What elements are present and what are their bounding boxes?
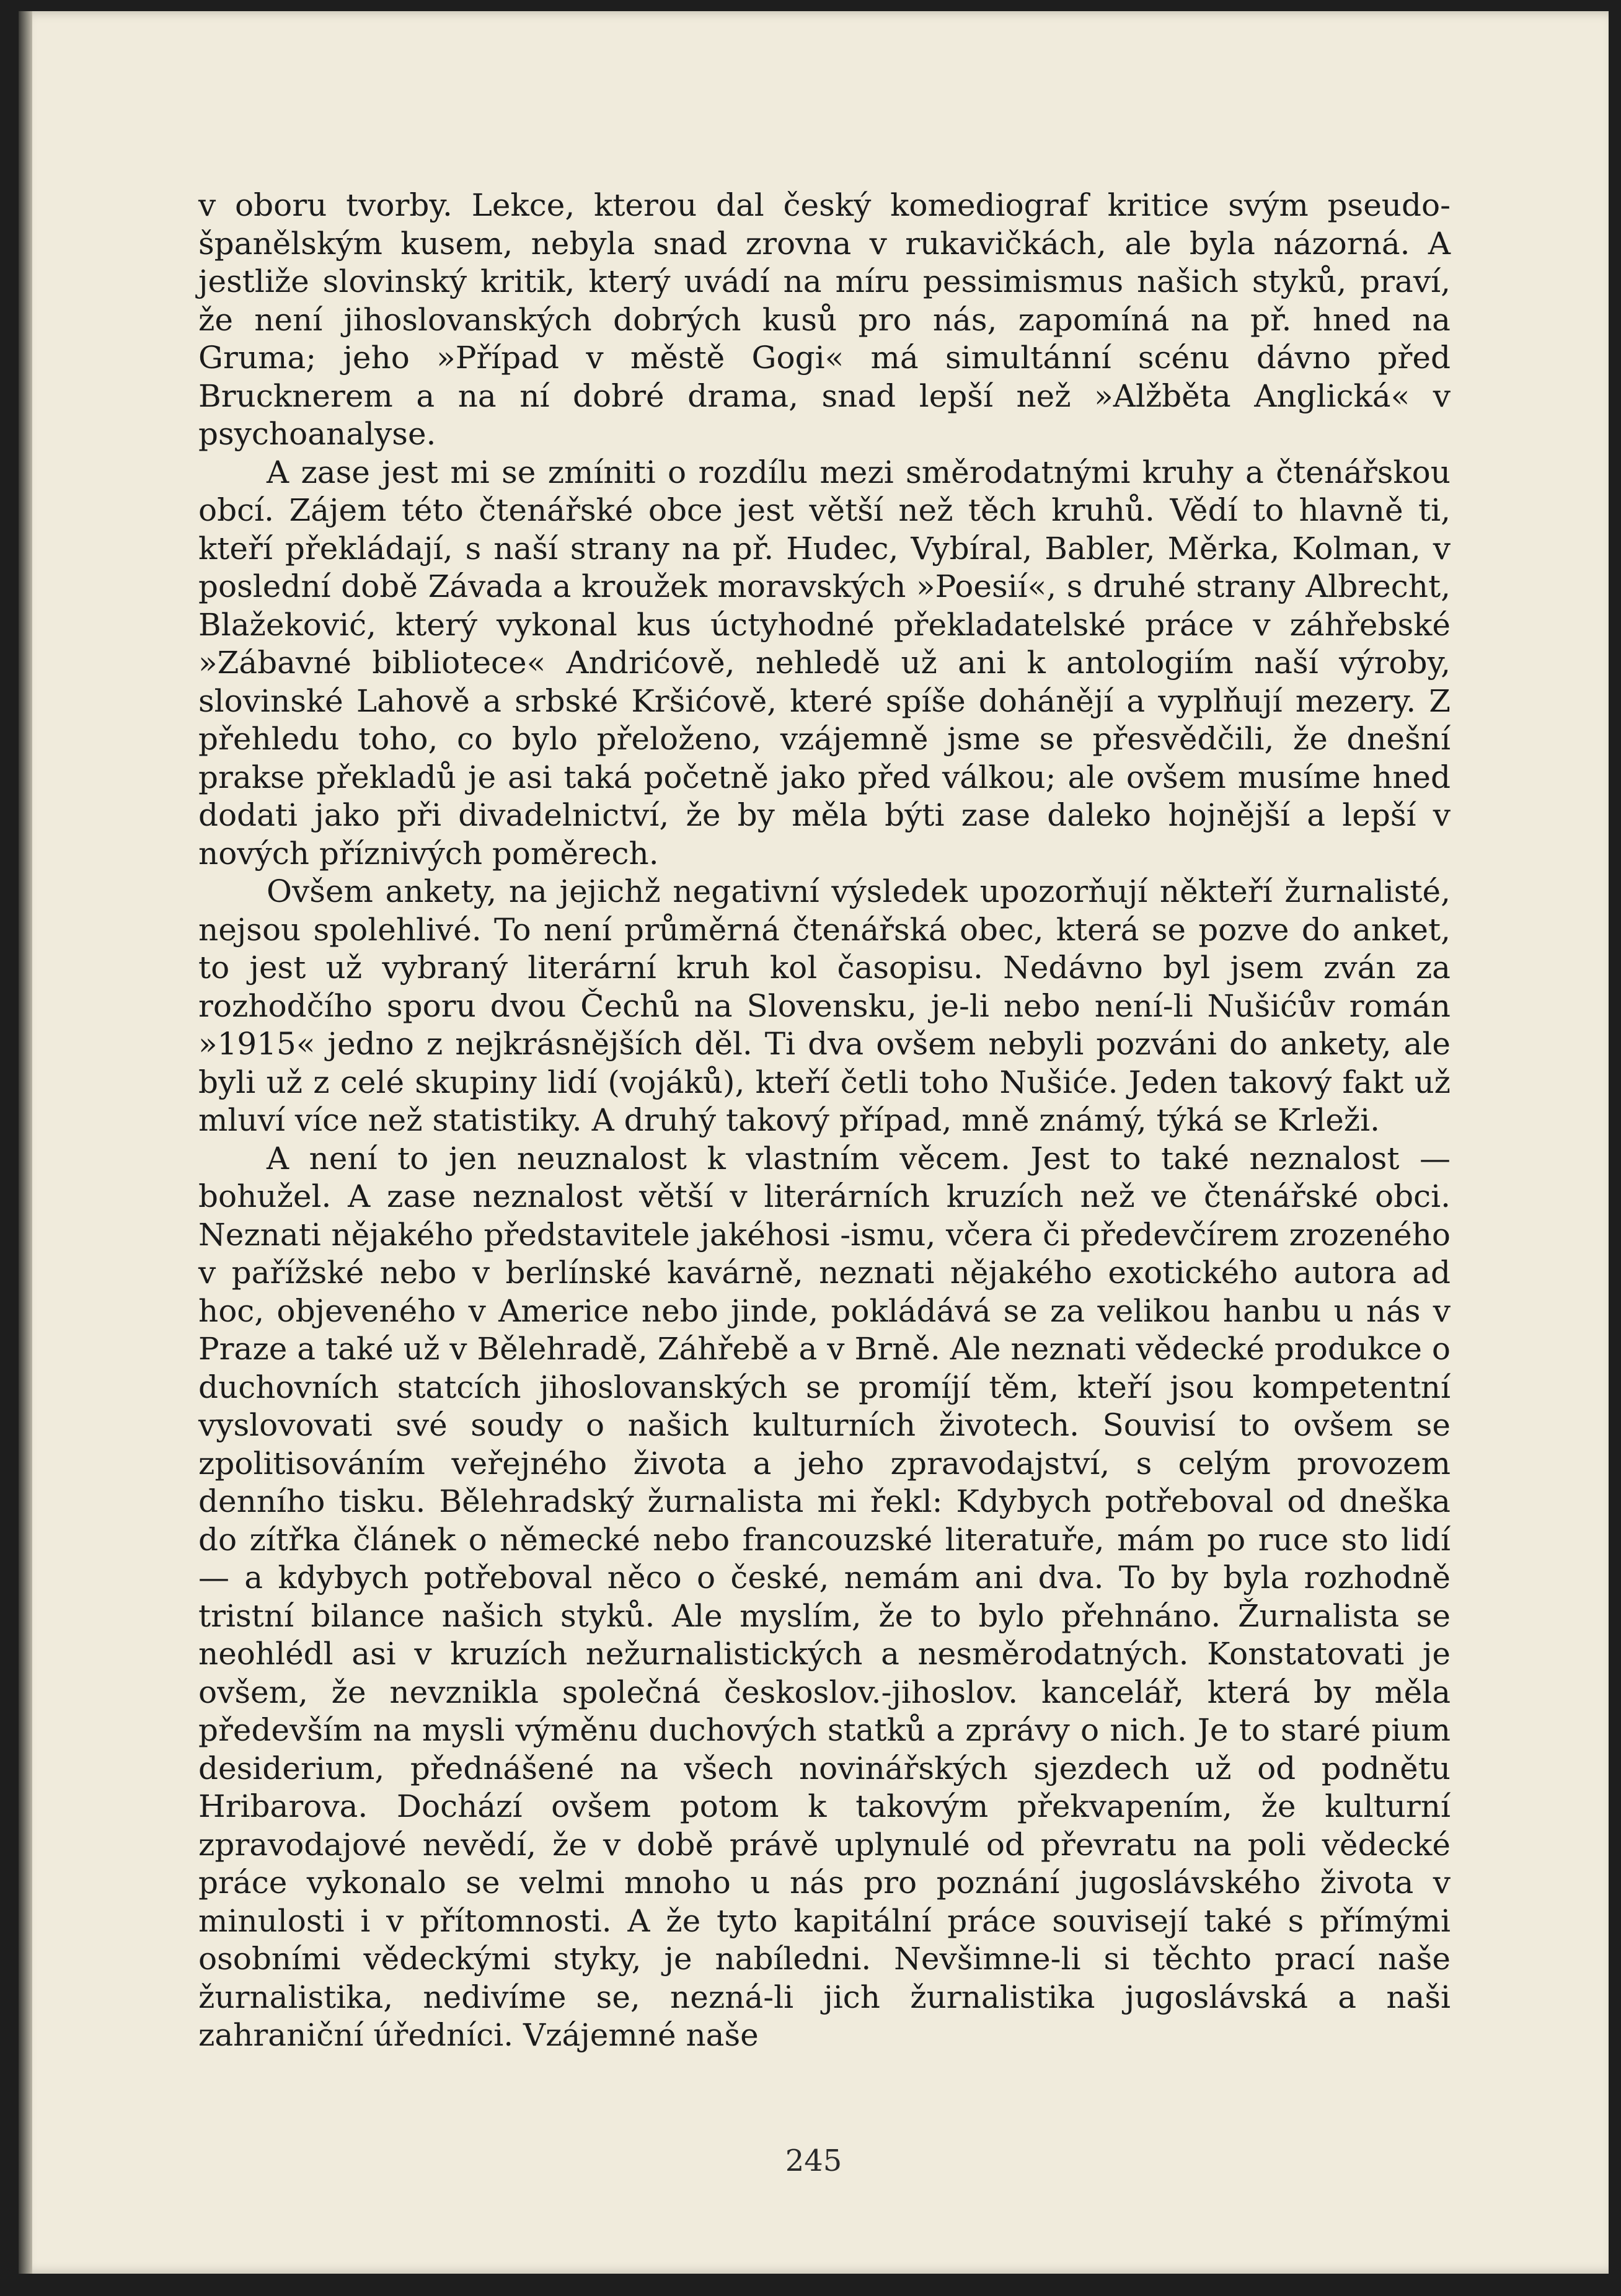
page-spine-shadow <box>19 11 32 2274</box>
paragraph-4: A není to jen neuznalost k vlastním věcem. Jest to také neznalost — bohužel. A zase neznalost větší v literárních kruzích než ve čtenářské obci. Neznati nějakého představitele jakéhosi -ismu, včera či předevčírem zrozeného v pařížské nebo v berlínské kavárně, neznati nějakého exotického autora ad hoc, objeveného v Americe nebo jinde, pokládává se za velikou hanbu u nás v Praze a také už v Bělehradě, Záhřebě a v Brně. Ale neznati vědecké produkce o duchovních statcích jihoslovanských se promíjí těm, kteří jsou kompetentní vyslovovati své soudy o našich kulturních životech. Souvisí to ovšem se zpolitisováním veřejného života a jeho zpravodajství, s celým provozem denního tisku. Bělehradský žurnalista mi řekl: Kdybych potřeboval od dneška do zítřka článek o německé nebo francouzské literatuře, mám po ruce sto lidí — a kdybych potřeboval něco o české, nemám ani dva. To by byla rozhodně tristní bilance našich styků. Ale myslím, že to bylo přehnáno. Žurnalista se neohlédl asi v kruzích nežurnalistických a nesměrodatných. Konstatovati je ovšem, že nevznikla společná českoslov.-jihoslov. kancelář, která by měla především na mysli výměnu duchových statků a zprávy o nich. Je to staré pium desiderium, přednášené na všech novinářských sjezdech už od podnětu Hribarova. Dochází ovšem potom k takovým překvapením, že kulturní zpravodajové nevědí, že v době právě uplynulé od převratu na poli vědecké práce vykonalo se velmi mnoho u nás pro poznání jugoslávského života v minulosti i v přítomnosti. A že tyto kapitální práce souvisejí také s přímými osobními vědeckými styky, je nabíledni. Nevšimne-li si těchto prací naše žurnalistika, nedivíme se, nezná-li jich žurnalistika jugoslávská a naši zahraniční úředníci. Vzájemné naše <box>198 1140 1451 2053</box>
paragraph-1: v oboru tvorby. Lekce, kterou dal český komediograf kritice svým pseudo-španělským kusem, nebyla snad zrovna v rukavičkách, ale byla názorná. A jestliže slovinský kritik, který uvádí na míru pessimismus našich styků, praví, že není jihoslovanských dobrých kusů pro nás, zapomíná na př. hned na Gruma; jeho »Případ v městě Gogi« má simultánní scénu dávno před Brucknerem a na ní dobré drama, snad lepší než »Alžběta Anglická« v psychoanalyse. <box>198 187 1451 452</box>
book-page <box>19 11 1609 2274</box>
page-number: 245 <box>785 2144 842 2178</box>
paragraph-3: Ovšem ankety, na jejichž negativní výsledek upozorňují někteří žurnalisté, nejsou spolehlivé. To není průměrná čtenářská obec, která se pozve do anket, to jest už vybraný literární kruh kol časopisu. Nedávno byl jsem zván za rozhodčího sporu dvou Čechů na Slovensku, je-li nebo není-li Nušićův román »1915« jedno z nejkrásnějších děl. Ti dva ovšem nebyli pozváni do ankety, ale byli už z celé skupiny lidí (vojáků), kteří četli toho Nušiće. Jeden takový fakt už mluví více než statistiky. A druhý takový případ, mně známý, týká se Krleži. <box>198 873 1451 1138</box>
body-text <box>198 187 1451 2055</box>
paragraph-2: A zase jest mi se zmíniti o rozdílu mezi směrodatnými kruhy a čtenářskou obcí. Zájem této čtenářské obce jest větší než těch kruhů. Vědí to hlavně ti, kteří překládají, s naší strany na př. Hudec, Vybíral, Babler, Měrka, Kolman, v poslední době Závada a kroužek moravských »Poesií«, s druhé strany Albrecht, Blažeković, který vykonal kus úctyhodné překladatelské práce v záhřebské »Zábavné bibliotece« Andrićově, nehledě už ani k antologiím naší výroby, slovinské Lahově a srbské Kršićově, které spíše dohánějí a vyplňují mezery. Z přehledu toho, co bylo přeloženo, vzájemně jsme se přesvědčili, že dnešní prakse překladů je asi taká početně jako před válkou; ale ovšem musíme hned dodati jako při divadelnictví, že by měla býti zase daleko hojnější a lepší v nových příznivých poměrech. <box>198 454 1451 872</box>
